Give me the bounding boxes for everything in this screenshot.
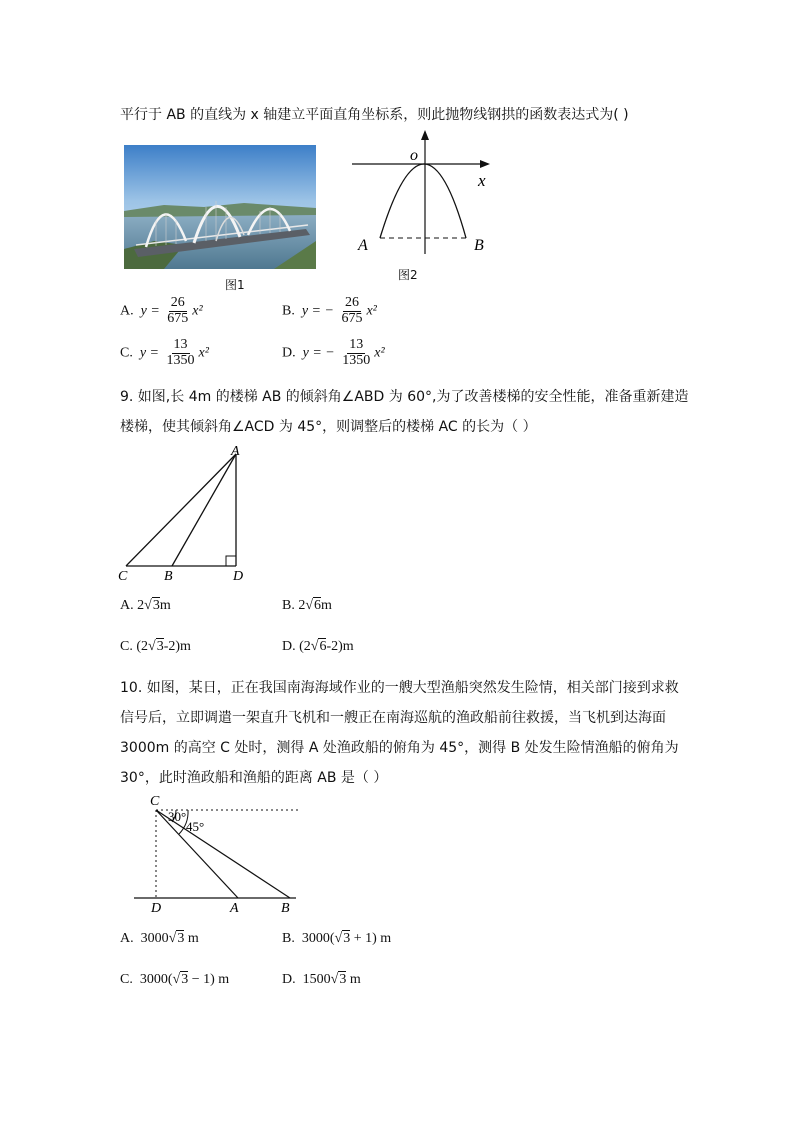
q8-option-b[interactable]: B. y = − $\frac{26}{675}$ x² — [282, 295, 377, 326]
q10-option-d[interactable]: D. 1500√3 m — [282, 972, 361, 987]
parabola-figure — [350, 128, 500, 258]
right-angle-mark — [226, 556, 236, 566]
q10-stem-line1: 10. 如图，某日，正在我国南海海域作业的一艘大型渔船突然发生险情，相关部门接到求救 — [120, 680, 679, 696]
q9-option-b[interactable]: B. 2√6m — [282, 598, 332, 613]
point-a-label: A — [230, 901, 239, 916]
q10-stem-line4: 30°，此时渔政船和渔船的距离 AB 是（ ） — [120, 770, 388, 786]
q10-option-b[interactable]: B. 3000(√3 + 1) m — [282, 931, 392, 946]
q10-option-a[interactable]: A. 3000√3 m — [120, 931, 199, 946]
q10-stem-line3: 3000m 的高空 C 处时，测得 A 处渔政船的俯角为 45°，测得 B 处发生险情渔船的俯角为 — [120, 740, 679, 756]
q10-option-c[interactable]: C. 3000(√3 − 1) m — [120, 972, 230, 987]
q8-option-c[interactable]: C. y = $\frac{13}{1350}$ x² — [120, 337, 209, 368]
point-c-label: C — [118, 569, 128, 584]
rescue-figure — [128, 790, 308, 916]
q8-option-a[interactable]: A. y = $\frac{26}{675}$ x² — [120, 295, 203, 326]
q9-option-c[interactable]: C. (2√3-2)m — [120, 639, 191, 654]
x-axis-label: x — [478, 171, 486, 190]
q9-option-a[interactable]: A. 2√3m — [120, 598, 171, 613]
bridge-photo — [124, 145, 316, 269]
point-b-label: B — [281, 901, 290, 916]
q9-stem-line2: 楼梯，使其倾斜角∠ACD 为 45°，则调整后的楼梯 AC 的长为（ ） — [120, 419, 537, 435]
q8-stem: 平行于 AB 的直线为 x 轴建立平面直角坐标系，则此抛物线钢拱的函数表达式为( ) — [120, 107, 629, 123]
point-d-label: D — [151, 901, 162, 916]
point-d-label: D — [233, 569, 244, 584]
angle-30-label: 30° — [168, 809, 187, 824]
q9-stem-line1: 9. 如图,长 4m 的楼梯 AB 的倾斜角∠ABD 为 60°,为了改善楼梯的安全性能，准备重新建造 — [120, 389, 689, 405]
x-axis-arrow — [480, 160, 490, 168]
point-a-label: A — [231, 444, 240, 459]
angle-45-label: 45° — [186, 819, 205, 834]
q10-stem-line2: 信号后，立即调遣一架直升飞机和一艘正在南海巡航的渔政船前往救援，当飞机到达海面 — [120, 710, 666, 726]
parabola-curve — [380, 164, 466, 238]
point-a-label: A — [358, 237, 368, 254]
y-axis-arrow — [421, 130, 429, 140]
origin-label: o — [410, 147, 418, 164]
point-c-label: C — [150, 794, 160, 809]
point-b-label: B — [474, 237, 484, 254]
point-b-label: B — [164, 569, 173, 584]
figure2-caption: 图2 — [398, 268, 418, 282]
q9-option-d[interactable]: D. (2√6-2)m — [282, 639, 354, 654]
stair-figure — [112, 440, 262, 586]
q8-option-d[interactable]: D. y = − $\frac{13}{1350}$ x² — [282, 337, 385, 368]
figure1-caption: 图1 — [225, 278, 245, 292]
